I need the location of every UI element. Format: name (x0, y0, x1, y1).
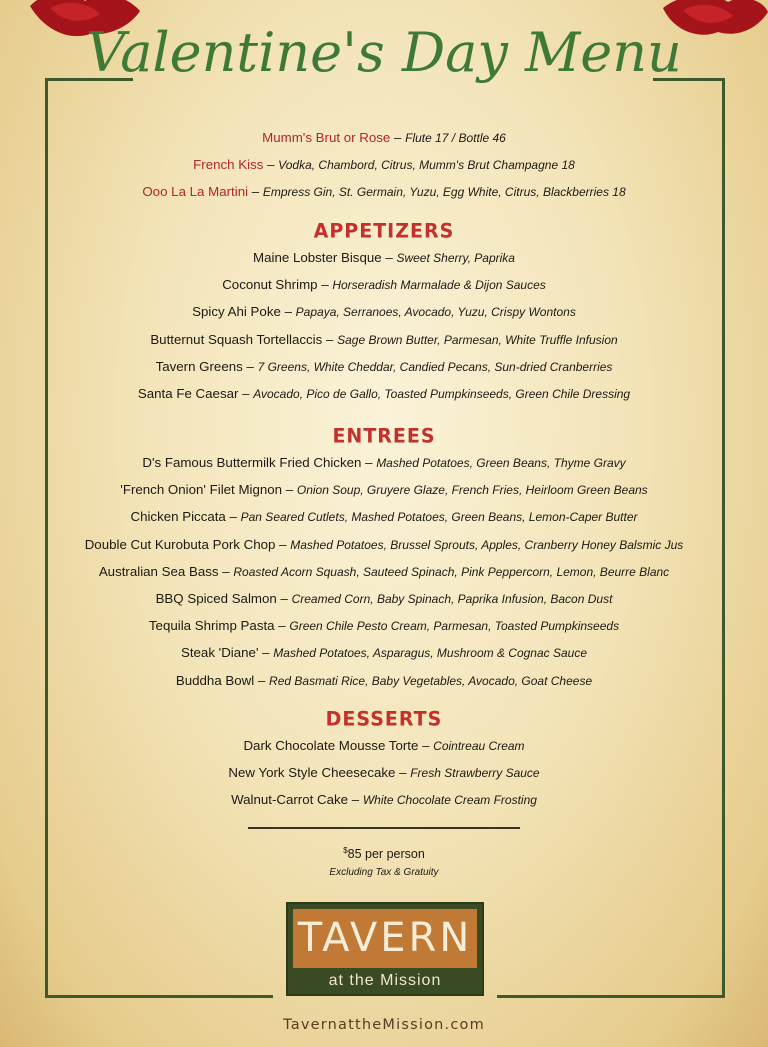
menu-item: 'French Onion' Filet Mignon – Onion Soup, Gruyere Glaze, French Fries, Heirloom Green Beans (120, 482, 648, 498)
desserts-section (0, 706, 768, 814)
tavern-logo (286, 902, 484, 996)
menu-item: Steak 'Diane' – Mashed Potatoes, Asparagus, Mushroom & Cognac Sauce (180, 645, 588, 661)
drink-item: French Kiss – Vodka, Chambord, Citrus, Mumm's Brut Champagne 18 (193, 157, 575, 173)
appetizers-section (0, 218, 768, 407)
menu-item: D's Famous Buttermilk Fried Chicken – Mashed Potatoes, Green Beans, Thyme Gravy (142, 455, 626, 470)
menu-item: Coconut Shrimp – Horseradish Marmalade & Dijon Sauces (222, 277, 546, 293)
menu-item: BBQ Spiced Salmon – Creamed Corn, Baby Spinach, Paprika Infusion, Bacon Dust (155, 590, 613, 606)
menu-item: Walnut-Carrot Cake – White Chocolate Cream Frosting (231, 792, 537, 808)
menu-item: New York Style Cheesecake – Fresh Strawberry Sauce (228, 765, 540, 781)
logo-main-text: TAVERN (293, 909, 477, 968)
appetizers-heading: APPETIZERS (313, 219, 455, 243)
logo-sub-text: at the Mission (328, 972, 442, 989)
menu-item: Chicken Piccata – Pan Seared Cutlets, Mashed Potatoes, Green Beans, Lemon-Caper Butter (130, 509, 638, 525)
menu-item: Spicy Ahi Poke – Papaya, Serranoes, Avocado, Yuzu, Crispy Wontons (192, 304, 576, 320)
menu-item: Australian Sea Bass – Roasted Acorn Squash, Sauteed Spinach, Pink Peppercorn, Lemon, Beurre Blanc (98, 563, 670, 579)
menu-item: Tavern Greens – 7 Greens, White Cheddar, Candied Pecans, Sun-dried Cranberries (155, 358, 613, 374)
website-link[interactable]: TavernattheMission.com (283, 1017, 485, 1033)
drinks-list (0, 124, 768, 206)
entrees-section (0, 423, 768, 694)
drink-item: Ooo La La Martini – Empress Gin, St. Germain, Yuzu, Egg White, Citrus, Blackberries 18 (142, 184, 626, 200)
drink-item: Mumm's Brut or Rose – Flute 17 / Bottle 46 (262, 130, 506, 145)
price-note: Excluding Tax & Gratuity (329, 867, 439, 878)
menu-title: Valentine's Day Menu (86, 21, 682, 84)
divider-line (248, 827, 520, 829)
menu-item: Maine Lobster Bisque – Sweet Sherry, Paprika (253, 250, 515, 265)
menu-item: Tequila Shrimp Pasta – Green Chile Pesto Cream, Parmesan, Toasted Pumpkinseeds (148, 618, 620, 634)
menu-item: Buddha Bowl – Red Basmati Rice, Baby Vegetables, Avocado, Goat Cheese (175, 672, 593, 688)
menu-item: Santa Fe Caesar – Avocado, Pico de Gallo, Toasted Pumpkinseeds, Green Chile Dressing (137, 385, 631, 401)
menu-item: Butternut Squash Tortellaccis – Sage Brown Butter, Parmesan, White Truffle Infusion (150, 331, 618, 347)
desserts-heading: DESSERTS (325, 707, 443, 731)
entrees-heading: ENTREES (332, 424, 436, 448)
menu-item: Double Cut Kurobuta Pork Chop – Mashed Potatoes, Brussel Sprouts, Apples, Cranberry Honey Balsmic Jus (84, 536, 684, 552)
price-per-person: $85 per person (343, 846, 425, 862)
menu-item: Dark Chocolate Mousse Torte – Cointreau Cream (243, 738, 525, 753)
